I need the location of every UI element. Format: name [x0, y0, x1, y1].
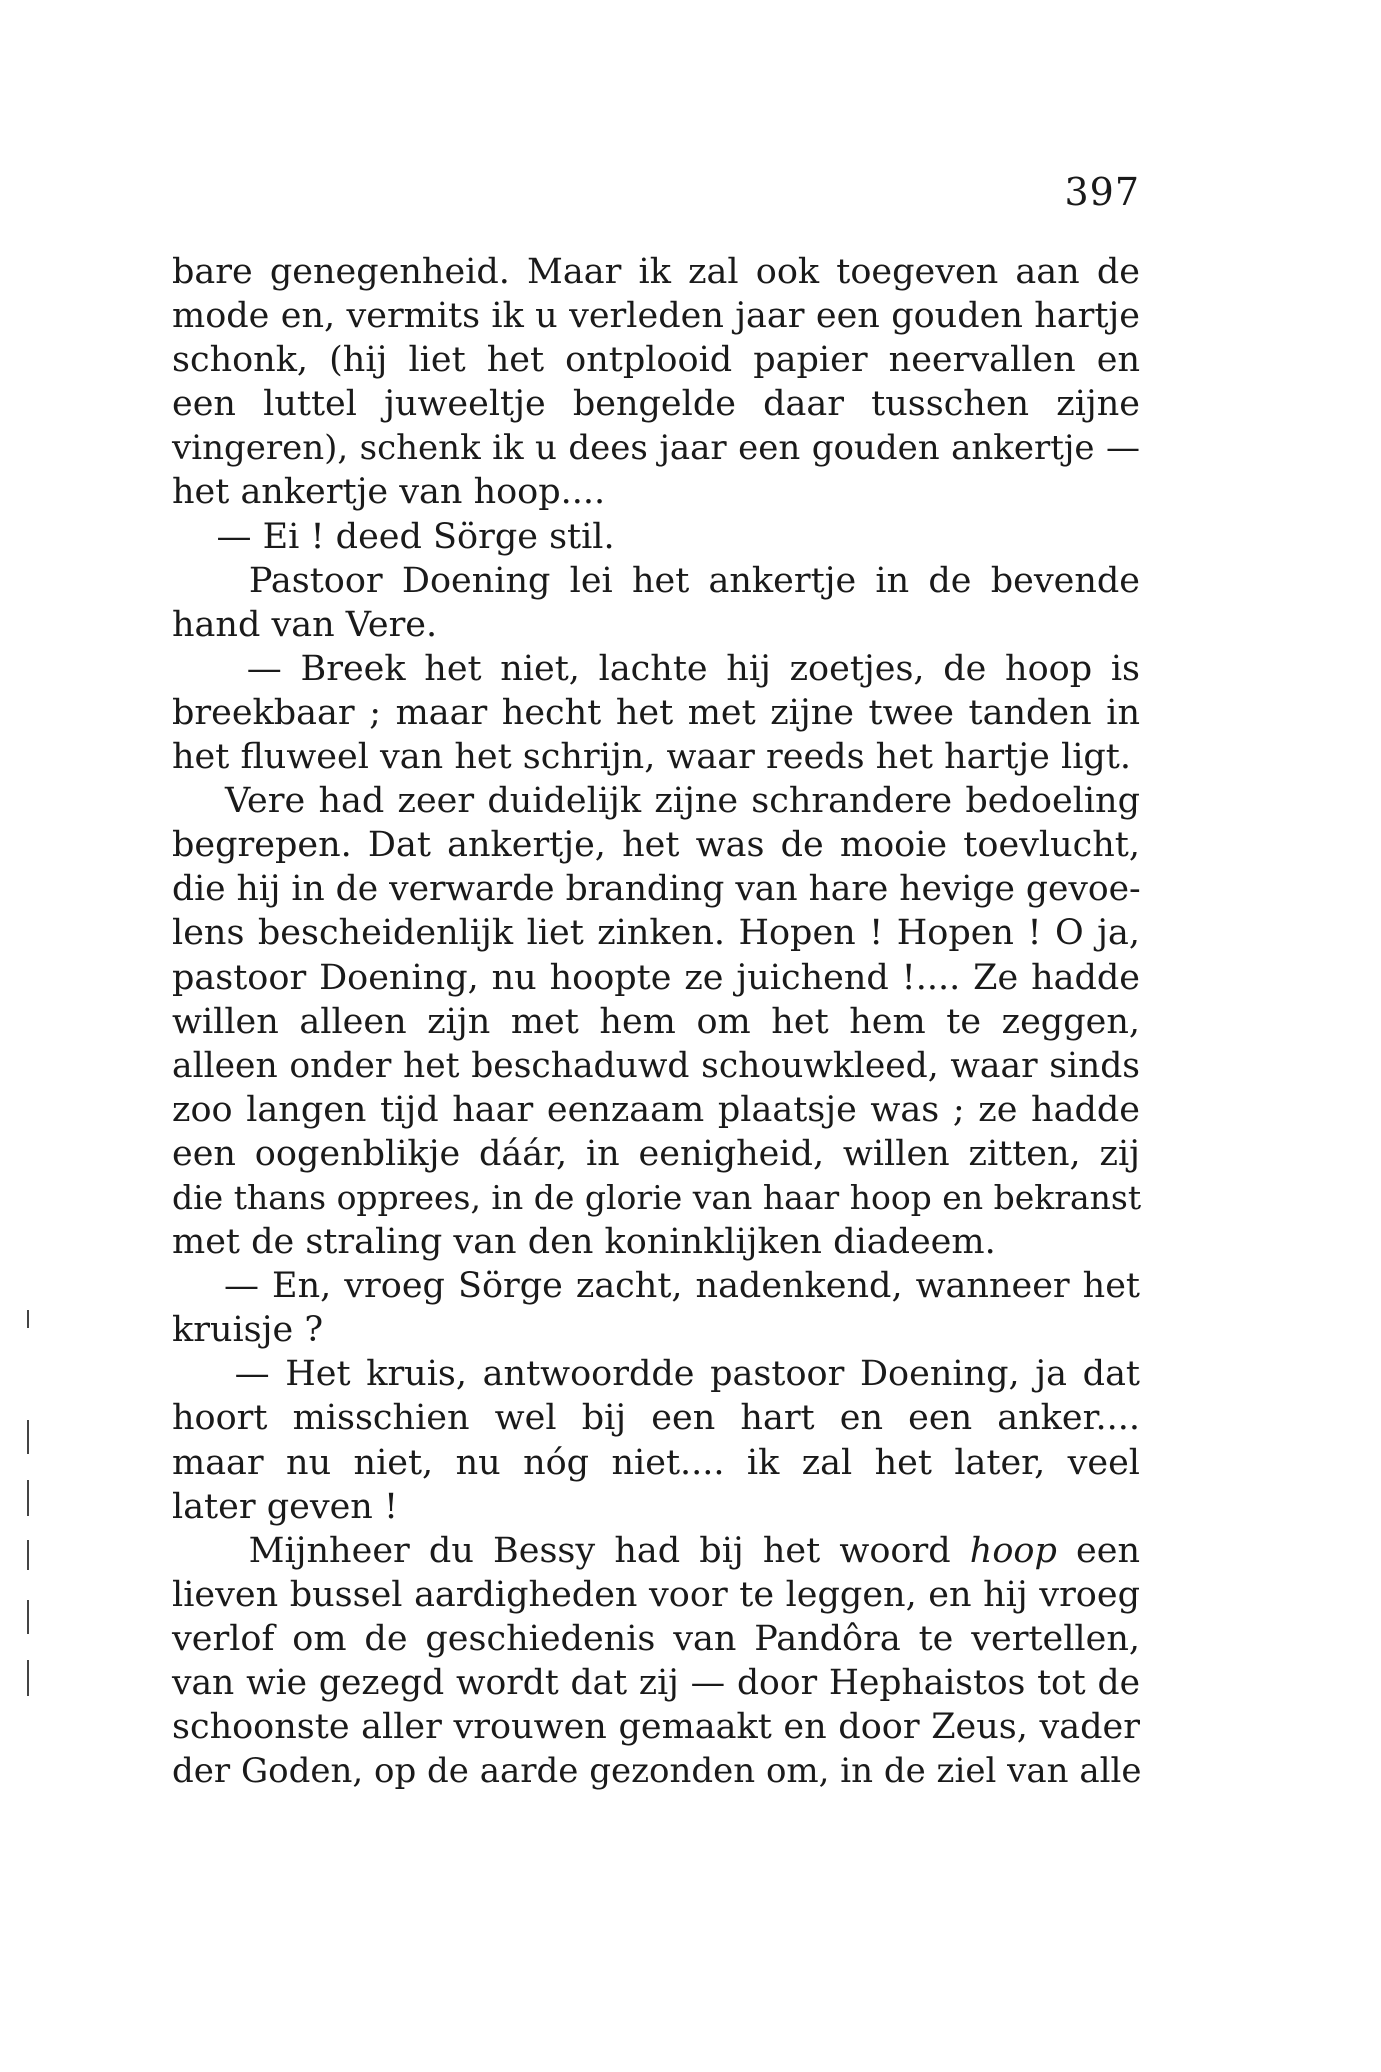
margin-mark: [27, 1540, 29, 1570]
emphasis-text: hoop: [969, 1530, 1057, 1571]
text-line: — Ei ! deed Sörge stil.: [172, 516, 615, 557]
margin-mark: [27, 1480, 29, 1516]
text-segment: Mijnheer du Bessy had bij het woord: [172, 1530, 970, 1571]
text-line: der Goden, op de aarde gezonden om, in de ziel van alle: [172, 1751, 1142, 1792]
page-number: 397: [1064, 170, 1140, 214]
text-line: mode en, vermits ik u verleden jaar een gouden hartje: [172, 296, 1140, 337]
text-line: schonk, (hij liet het ontplooid papier neervallen en: [172, 340, 1140, 381]
text-line: een luttel juweeltje bengelde daar tusschen zijne: [172, 384, 1140, 425]
margin-mark: [27, 1310, 29, 1328]
text-line: breekbaar ; maar hecht het met zijne twee tanden in: [172, 692, 1140, 733]
text-line: pastoor Doening, nu hoopte ze juichend !.... Ze hadde: [172, 957, 1140, 998]
text-line: bare genegenheid. Maar ik zal ook toegeven aan de: [172, 252, 1140, 292]
text-line: willen alleen zijn met hem om het hem te zeggen,: [172, 1001, 1140, 1042]
text-line: — Het kruis, antwoordde pastoor Doening, ja dat: [172, 1354, 1140, 1395]
text-line: het ankertje van hoop....: [172, 472, 606, 513]
text-line: kruisje ?: [172, 1310, 324, 1351]
text-line: — En, vroeg Sörge zacht, nadenkend, wanneer het: [172, 1266, 1140, 1307]
text-line: — Breek het niet, lachte hij zoetjes, de hoop is: [172, 648, 1140, 689]
text-line: lens bescheidenlijk liet zinken. Hopen ! Hopen ! O ja,: [172, 913, 1140, 954]
text-line: alleen onder het beschaduwd schouwkleed, waar sinds: [172, 1045, 1140, 1086]
margin-mark: [27, 1600, 29, 1634]
text-line: het fluweel van het schrijn, waar reeds het hartje ligt.: [172, 737, 1131, 778]
text-line: die thans opprees, in de glorie van haar hoop en bekranst: [172, 1177, 1142, 1217]
body-text: [172, 250, 1140, 1793]
text-line: hand van Vere.: [172, 604, 438, 645]
text-line: vingeren), schenk ik u dees jaar een gouden ankertje —: [172, 428, 1140, 469]
text-line: maar nu niet, nu nóg niet.... ik zal het later, veel: [172, 1442, 1140, 1483]
text-line: Pastoor Doening lei het ankertje in de bevende: [172, 560, 1140, 601]
text-line: schoonste aller vrouwen gemaakt en door Zeus, vader: [172, 1707, 1140, 1748]
text-line: Vere had zeer duidelijk zijne schrandere bedoeling: [172, 781, 1140, 822]
text-line: [172, 1529, 1140, 1573]
text-line: van wie gezegd wordt dat zij — door Hephaistos tot de: [172, 1663, 1140, 1703]
text-line: met de straling van den koninklijken diadeem.: [172, 1222, 996, 1263]
text-line: hoort misschien wel bij een hart en een anker....: [172, 1398, 1140, 1439]
text-segment: een: [1056, 1530, 1141, 1571]
text-line: later geven !: [172, 1486, 399, 1527]
text-line: lieven bussel aardigheden voor te leggen, en hij vroeg: [172, 1574, 1140, 1615]
text-line: een oogenblikje dáár, in eenigheid, willen zitten, zij: [172, 1133, 1140, 1174]
text-line: zoo langen tijd haar eenzaam plaatsje was ; ze hadde: [172, 1089, 1140, 1130]
margin-mark: [27, 1420, 29, 1454]
text-line: begrepen. Dat ankertje, het was de mooie toevlucht,: [172, 825, 1140, 866]
margin-mark: [27, 1660, 29, 1696]
text-line: verlof om de geschiedenis van Pandôra te vertellen,: [172, 1618, 1140, 1659]
text-line: die hij in de verwarde branding van hare hevige gevoe-: [172, 869, 1141, 910]
